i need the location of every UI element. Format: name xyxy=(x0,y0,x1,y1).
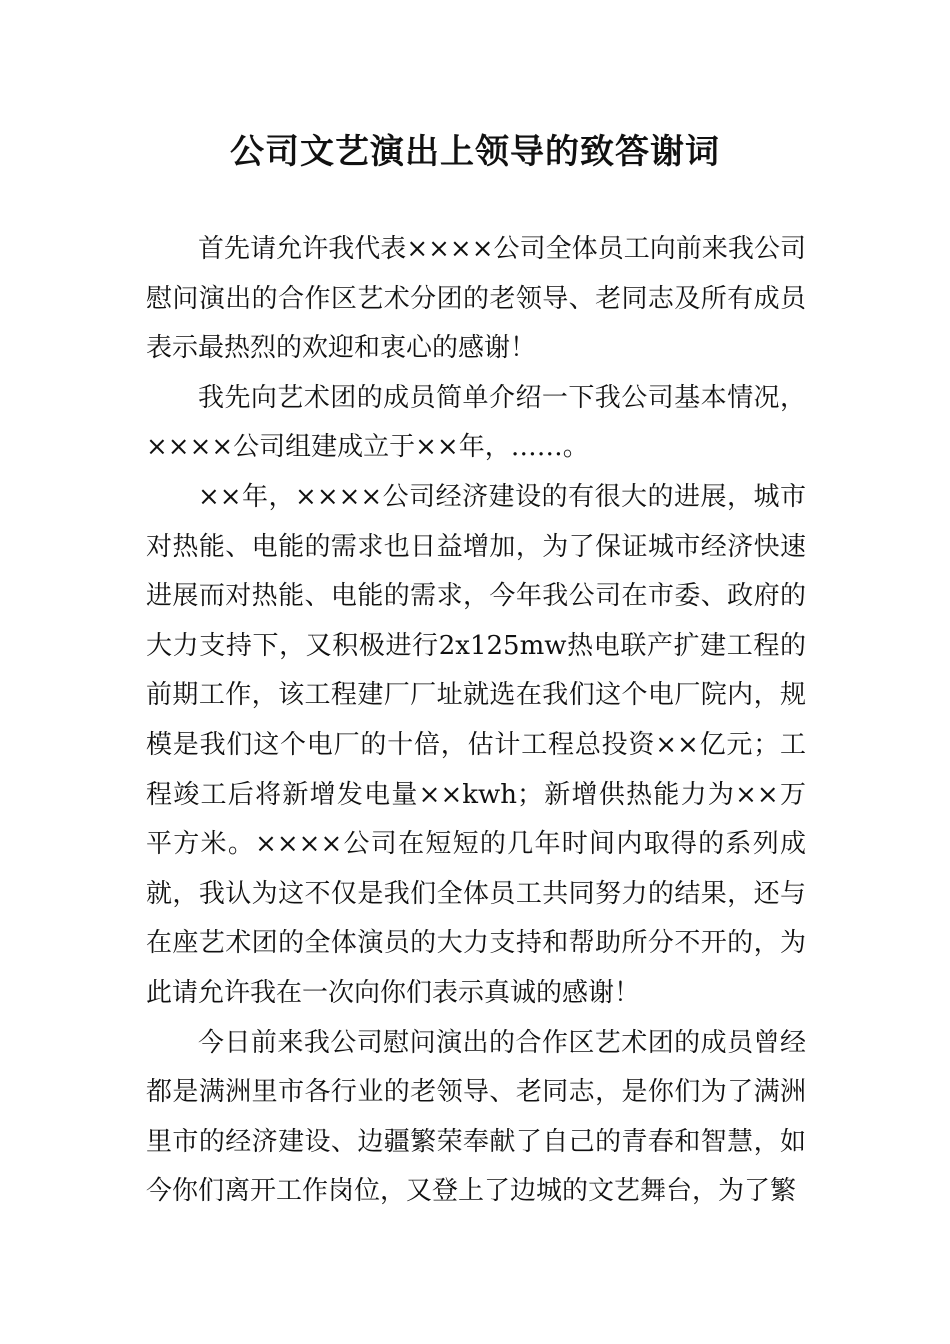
paragraph-welcome: 首先请允许我代表××××公司全体员工向前来我公司慰问演出的合作区艺术分团的老领导、老同志及所有成员表示最热烈的欢迎和衷心的感谢！ xyxy=(146,234,806,364)
paragraph-development: ××年，××××公司经济建设的有很大的进展，城市对热能、电能的需求也日益增加，为了保证城市经济快速进展而对热能、电能的需求，今年我公司在市委、政府的大力支持下，又积极进行2x125mw热电联产扩建工程的前期工作，该工程建厂厂址就选在我们这个电厂院内，规模是我们这个电厂的十倍，估计工程总投资××亿元；工程竣工后将新增发电量××kwh；新增供热能力为××万平方米。××××公司在短短的几年时间内取得的系列成就，我认为这不仅是我们全体员工共同努力的结果，还与在座艺术团的全体演员的大力支持和帮助所分不开的，为此请允许我在一次向你们表示真诚的感谢！ xyxy=(146,481,806,1008)
document-body xyxy=(146,225,806,1217)
paragraph-art-troupe: 今日前来我公司慰问演出的合作区艺术团的成员曾经都是满洲里市各行业的老领导、老同志，是你们为了满洲里市的经济建设、边疆繁荣奉献了自己的青春和智慧，如今你们离开工作岗位，又登上了边城的文艺舞台，为了繁 xyxy=(146,1027,806,1207)
document-title: 公司文艺演出上领导的致答谢词 xyxy=(230,132,720,172)
paragraph-company-intro: 我先向艺术团的成员简单介绍一下我公司基本情况，××××公司组建成立于××年，……。 xyxy=(146,382,806,463)
